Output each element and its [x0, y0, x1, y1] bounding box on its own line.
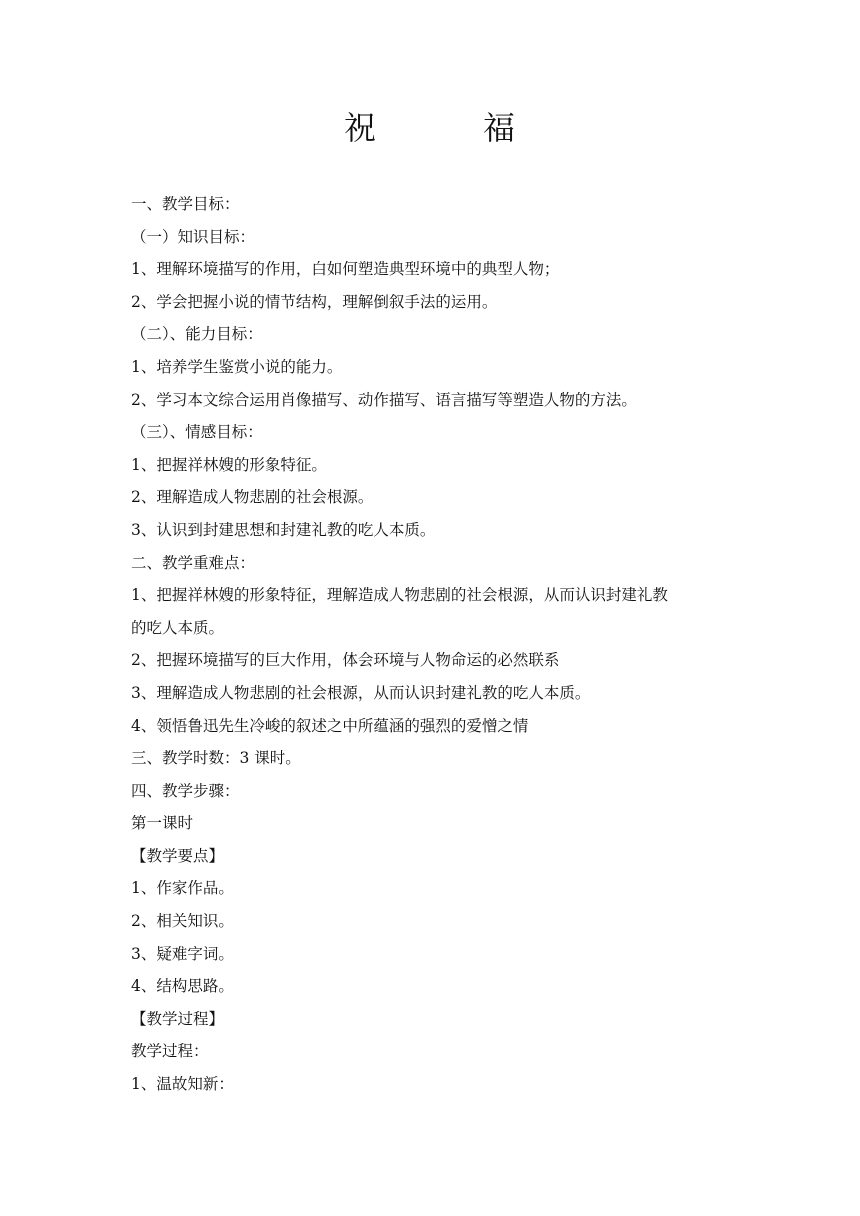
text-line: 1、培养学生鉴赏小说的能力。 — [131, 357, 343, 376]
text-line: 4、领悟鲁迅先生冷峻的叙述之中所蕴涵的强烈的爱憎之情 — [131, 716, 529, 735]
document-title — [0, 104, 860, 152]
subheading-ability: （二）、能力目标： — [131, 325, 263, 344]
text-line: 1、温故知新： — [131, 1075, 234, 1094]
text-line: 2、理解造成人物悲剧的社会根源。 — [131, 488, 374, 507]
text-line: 1、把握祥林嫂的形象特征，理解造成人物悲剧的社会根源，从而认识封建礼教 — [131, 586, 668, 605]
text-line: 4、结构思路。 — [131, 977, 234, 996]
section-heading-objectives: 一、教学目标： — [131, 195, 240, 213]
subheading-emotion: （三）、情感目标： — [131, 423, 263, 442]
text-line: 1、理解环境描写的作用，白如何塑造典型环境中的典型人物； — [131, 260, 560, 279]
title-char-2: 福 — [483, 109, 516, 147]
text-line: 的吃人本质。 — [131, 618, 225, 637]
text-line: 2、把握环境描写的巨大作用，体会环境与人物命运的必然联系 — [131, 651, 560, 670]
subheading-knowledge: （一）知识目标： — [131, 227, 256, 246]
text-line: 3、疑难字词。 — [131, 944, 234, 963]
text-line: 3、理解造成人物悲剧的社会根源，从而认识封建礼教的吃人本质。 — [131, 683, 591, 702]
text-line: 3、认识到封建思想和封建礼教的吃人本质。 — [131, 520, 436, 539]
text-line: 1、把握祥林嫂的形象特征。 — [131, 455, 327, 474]
section-heading-steps: 四、教学步骤： — [131, 781, 240, 800]
text-line: 1、作家作品。 — [131, 879, 234, 898]
section-heading-key-points: 二、教学重难点： — [131, 553, 256, 572]
text-line: 2、相关知识。 — [131, 912, 234, 931]
document-body — [131, 188, 731, 1101]
text-line: 2、学会把握小说的情节结构，理解倒叙手法的运用。 — [131, 292, 498, 311]
section-heading-hours: 三、教学时数：3 课时。 — [131, 749, 301, 768]
bracket-heading-process: 【教学过程】 — [131, 1009, 225, 1028]
title-char-1: 祝 — [344, 109, 377, 147]
lesson-heading: 第一课时 — [131, 814, 194, 833]
text-line: 教学过程： — [131, 1042, 209, 1061]
text-line: 2、学习本文综合运用肖像描写、动作描写、语言描写等塑造人物的方法。 — [131, 390, 637, 409]
bracket-heading-points: 【教学要点】 — [131, 846, 225, 865]
